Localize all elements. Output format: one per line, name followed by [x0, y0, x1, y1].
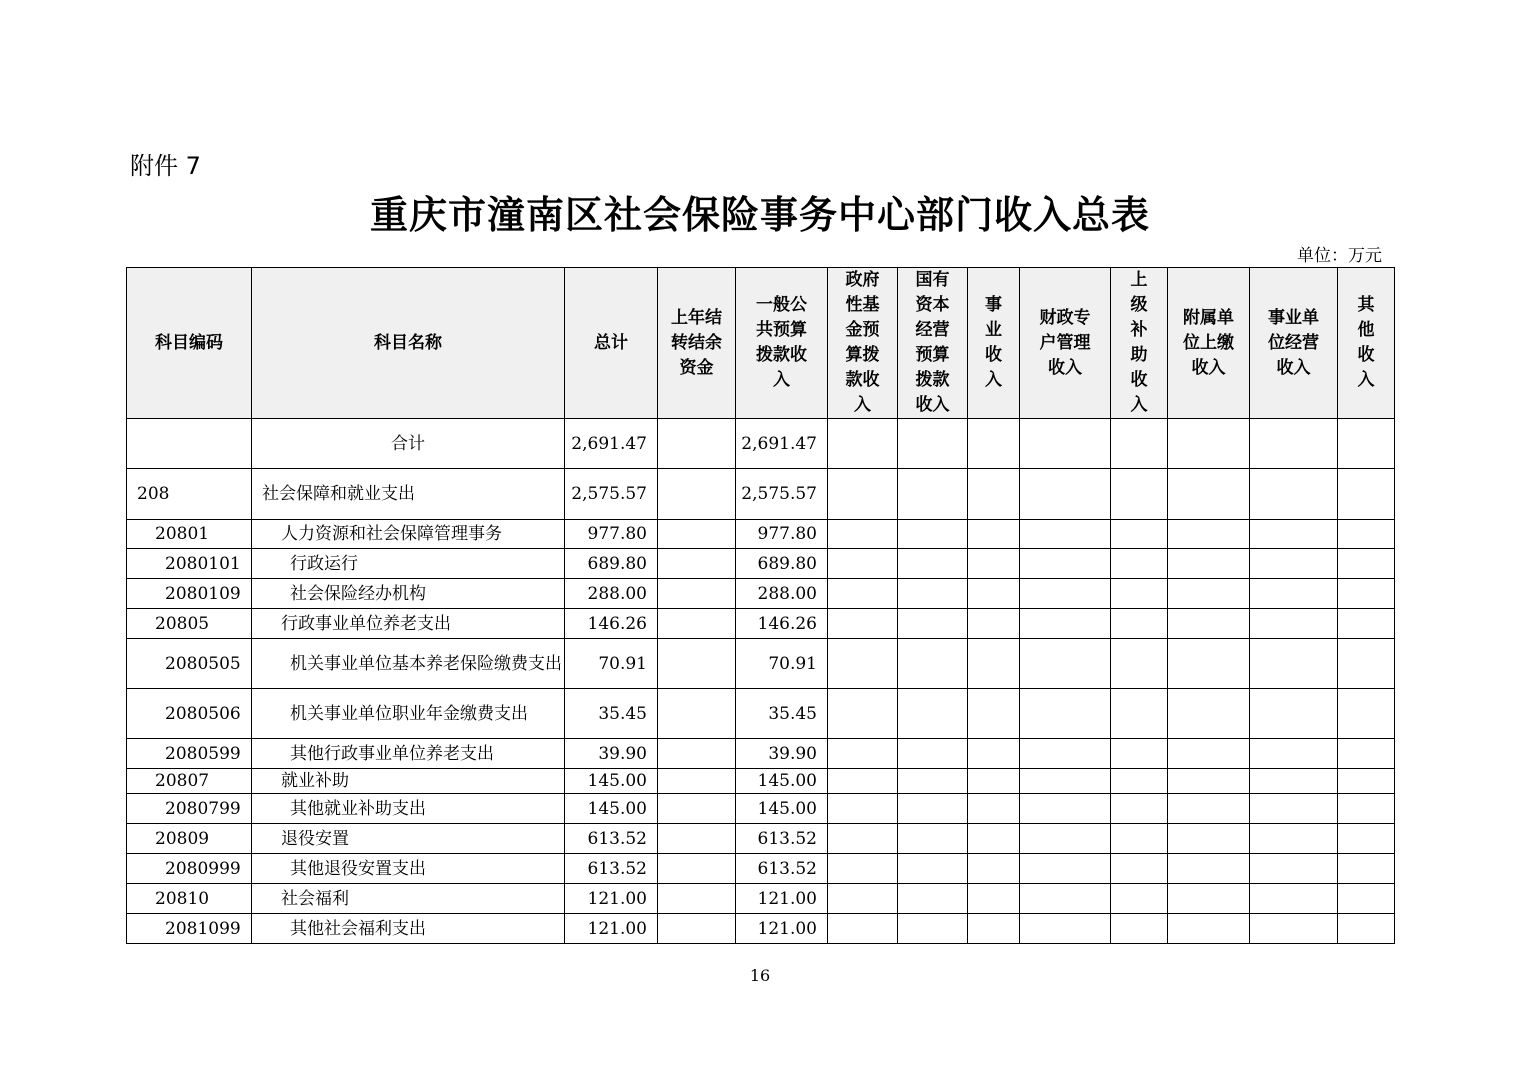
subject-name: 退役安置 — [252, 824, 565, 854]
general-budget-value: 121.00 — [736, 914, 828, 944]
general-budget-value: 35.45 — [736, 689, 828, 739]
table-row — [127, 769, 1395, 794]
subject-name: 人力资源和社会保障管理事务 — [252, 520, 565, 549]
total-value: 977.80 — [565, 520, 658, 549]
header-total: 总计 — [565, 268, 658, 419]
subject-code: 2080799 — [127, 794, 252, 824]
header-subject-name: 科目名称 — [252, 268, 565, 419]
subject-code: 2080109 — [127, 579, 252, 609]
header-general-budget: 一般公 共预算 拨款收 入 — [736, 268, 828, 419]
total-value: 145.00 — [565, 794, 658, 824]
table-row — [127, 579, 1395, 609]
subject-name-text: 机关事业单位职业年金缴费支出 — [290, 703, 528, 724]
header-operation-income: 事业单 位经营 收入 — [1250, 268, 1338, 419]
subject-code — [127, 419, 252, 469]
general-budget-value: 2,575.57 — [736, 469, 828, 520]
table-row — [127, 739, 1395, 769]
page-number: 16 — [749, 966, 771, 985]
subject-code: 2080101 — [127, 549, 252, 579]
header-affiliate-income: 附属单 位上缴 收入 — [1168, 268, 1250, 419]
general-budget-value: 613.52 — [736, 824, 828, 854]
subject-name-text: 机关事业单位基本养老保险缴费支出 — [290, 653, 562, 674]
general-budget-value: 145.00 — [736, 794, 828, 824]
header-state-capital: 国有 资本 经营 预算 拨款 收入 — [898, 268, 968, 419]
subject-code: 20809 — [127, 824, 252, 854]
subject-code: 2081099 — [127, 914, 252, 944]
subject-name — [252, 639, 565, 689]
table-row — [127, 689, 1395, 739]
subject-name: 社会保险经办机构 — [252, 579, 565, 609]
general-budget-value: 288.00 — [736, 579, 828, 609]
total-value: 2,691.47 — [565, 419, 658, 469]
total-value: 288.00 — [565, 579, 658, 609]
total-value: 35.45 — [565, 689, 658, 739]
subject-name — [252, 689, 565, 739]
subject-name: 行政事业单位养老支出 — [252, 609, 565, 639]
total-value: 39.90 — [565, 739, 658, 769]
table-row — [127, 609, 1395, 639]
subject-code: 2080506 — [127, 689, 252, 739]
total-value: 146.26 — [565, 609, 658, 639]
subject-code: 20807 — [127, 769, 252, 794]
income-summary-table — [126, 267, 1395, 944]
unit-label: 单位：万元 — [1297, 246, 1382, 266]
general-budget-value: 146.26 — [736, 609, 828, 639]
subject-name: 社会福利 — [252, 884, 565, 914]
subject-name: 行政运行 — [252, 549, 565, 579]
subject-name: 其他行政事业单位养老支出 — [252, 739, 565, 769]
table-row — [127, 419, 1395, 469]
general-budget-value: 689.80 — [736, 549, 828, 579]
subject-code: 2080505 — [127, 639, 252, 689]
subject-name: 合计 — [252, 419, 565, 469]
subject-code: 2080599 — [127, 739, 252, 769]
page-title: 重庆市潼南区社会保险事务中心部门收入总表 — [369, 193, 1150, 237]
subject-name: 社会保障和就业支出 — [252, 469, 565, 520]
subject-code: 2080999 — [127, 854, 252, 884]
general-budget-value: 70.91 — [736, 639, 828, 689]
total-value: 70.91 — [565, 639, 658, 689]
table-row — [127, 549, 1395, 579]
subject-code: 20810 — [127, 884, 252, 914]
table-row — [127, 914, 1395, 944]
subject-name: 就业补助 — [252, 769, 565, 794]
total-value: 613.52 — [565, 824, 658, 854]
general-budget-value: 613.52 — [736, 854, 828, 884]
total-value: 121.00 — [565, 914, 658, 944]
total-value: 145.00 — [565, 769, 658, 794]
subject-code: 208 — [127, 469, 252, 520]
table-row — [127, 824, 1395, 854]
subject-code: 20801 — [127, 520, 252, 549]
table-row — [127, 639, 1395, 689]
table-row — [127, 854, 1395, 884]
total-value: 2,575.57 — [565, 469, 658, 520]
attachment-label: 附件 7 — [130, 152, 201, 180]
header-subject-code: 科目编码 — [127, 268, 252, 419]
general-budget-value: 2,691.47 — [736, 419, 828, 469]
table-row — [127, 884, 1395, 914]
general-budget-value: 145.00 — [736, 769, 828, 794]
total-value: 613.52 — [565, 854, 658, 884]
table-row — [127, 520, 1395, 549]
total-value: 121.00 — [565, 884, 658, 914]
header-carryover: 上年结 转结余 资金 — [658, 268, 736, 419]
subject-code: 20805 — [127, 609, 252, 639]
header-other-income: 其 他 收 入 — [1338, 268, 1395, 419]
header-superior-subsidy: 上 级 补 助 收 入 — [1111, 268, 1168, 419]
header-fiscal-account: 财政专 户管理 收入 — [1020, 268, 1111, 419]
general-budget-value: 121.00 — [736, 884, 828, 914]
subject-name: 其他就业补助支出 — [252, 794, 565, 824]
table-row — [127, 469, 1395, 520]
subject-name: 其他退役安置支出 — [252, 854, 565, 884]
subject-name: 其他社会福利支出 — [252, 914, 565, 944]
header-business-income: 事 业 收 入 — [968, 268, 1020, 419]
header-gov-fund: 政府 性基 金预 算拨 款收 入 — [828, 268, 898, 419]
header-row — [127, 268, 1395, 419]
total-value: 689.80 — [565, 549, 658, 579]
general-budget-value: 39.90 — [736, 739, 828, 769]
table-row — [127, 794, 1395, 824]
general-budget-value: 977.80 — [736, 520, 828, 549]
